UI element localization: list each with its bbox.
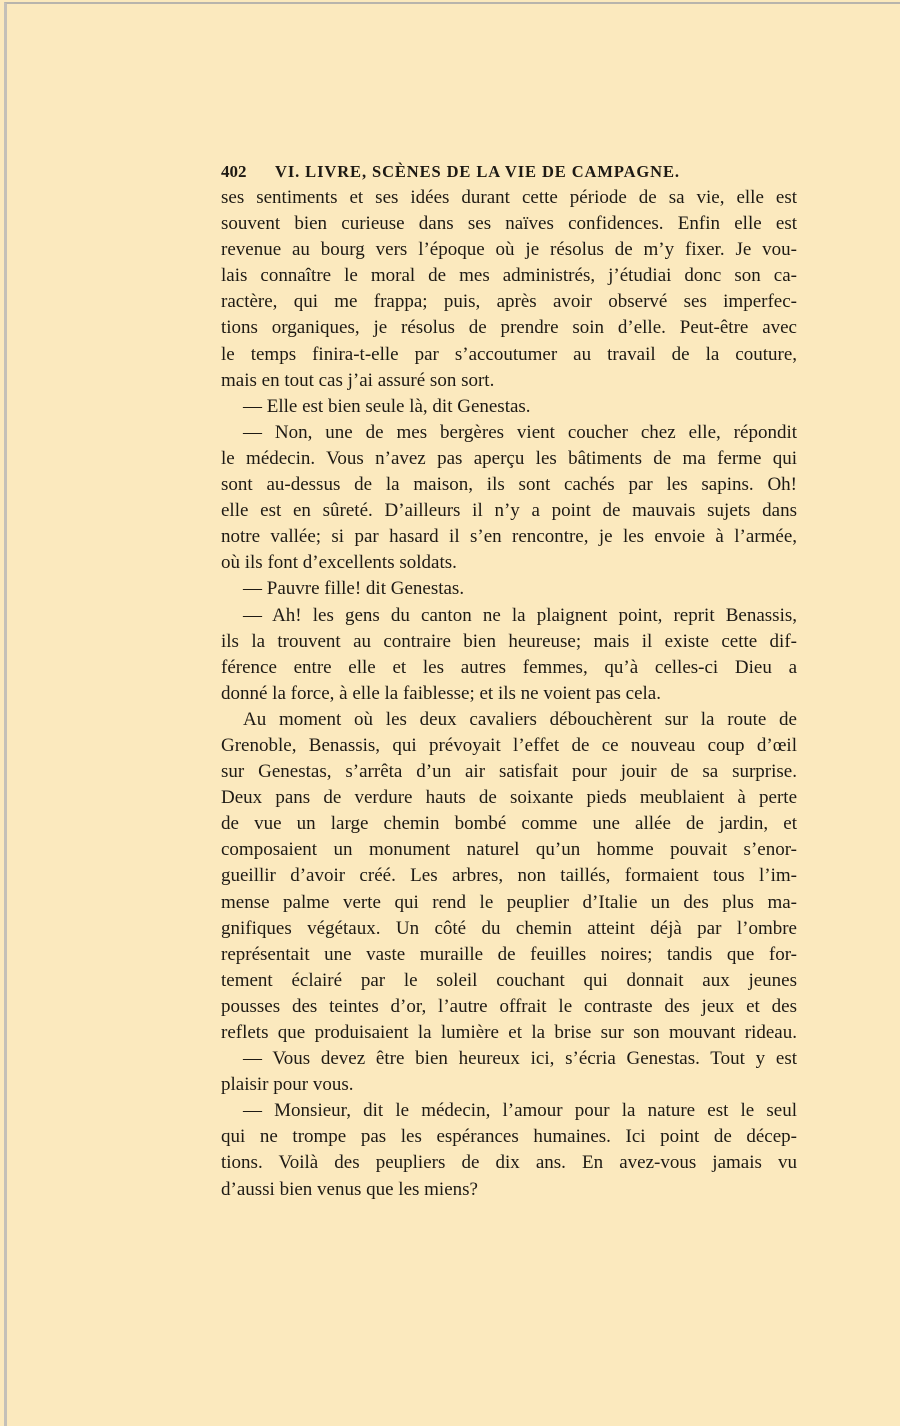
text-line: Deux pans de verdure hauts de soixante pieds meublaient à perte: [221, 787, 797, 809]
text-line: souvent bien curieuse dans ses naïves confidences. Enfin elle est: [221, 213, 797, 235]
text-line: mais en tout cas j’ai assuré son sort.: [221, 369, 495, 391]
text-line: notre vallée; si par hasard il s’en rencontre, je les envoie à l’armée,: [221, 526, 797, 548]
text-line: — Pauvre fille! dit Genestas.: [243, 578, 465, 600]
text-line: donné la force, à elle la faiblesse; et ils ne voient pas cela.: [221, 682, 661, 704]
text-line: le temps finira-t-elle par s’accoutumer au travail de la couture,: [221, 343, 797, 365]
text-line: — Non, une de mes bergères vient coucher chez elle, répondit: [243, 421, 797, 443]
text-line: de vue un large chemin bombé comme une allée de jardin, et: [221, 813, 797, 835]
book-page: [4, 2, 900, 1426]
body-text: [221, 185, 797, 1203]
text-line: elle est en sûreté. D’ailleurs il n’y a point de mauvais sujets dans: [221, 500, 797, 522]
text-line: composaient un monument naturel qu’un homme pouvait s’enor-: [221, 839, 797, 861]
text-line: Grenoble, Benassis, qui prévoyait l’effet de ce nouveau coup d’œil: [221, 734, 797, 756]
text-line: — Elle est bien seule là, dit Genestas.: [243, 395, 531, 417]
text-line: d’aussi bien venus que les miens?: [221, 1178, 478, 1200]
running-title: VI. LIVRE, SCÈNES DE LA VIE DE CAMPAGNE.: [275, 162, 680, 181]
text-line: férence entre elle et les autres femmes, qu’à celles-ci Dieu a: [221, 656, 797, 678]
text-line: ses sentiments et ses idées durant cette période de sa vie, elle est: [221, 187, 797, 208]
text-line: ils la trouvent au contraire bien heureuse; mais il existe cette dif-: [221, 630, 797, 652]
text-line: plaisir pour vous.: [221, 1074, 354, 1096]
text-line: tement éclairé par le soleil couchant qui donnait aux jeunes: [221, 969, 797, 991]
text-line: Au moment où les deux cavaliers débouchèrent sur la route de: [243, 708, 797, 730]
text-line: le médecin. Vous n’avez pas aperçu les bâtiments de ma ferme qui: [221, 447, 797, 469]
text-line: qui ne trompe pas les espérances humaines. Ici point de décep-: [221, 1126, 797, 1148]
text-line: — Ah! les gens du canton ne la plaignent point, reprit Benassis,: [243, 604, 797, 626]
text-line: représentait une vaste muraille de feuilles noires; tandis que for-: [221, 943, 797, 965]
text-line: gueillir d’avoir créé. Les arbres, non taillés, formaient tous l’im-: [221, 865, 797, 887]
text-line: mense palme verte qui rend le peuplier d’Italie un des plus ma-: [221, 891, 797, 913]
text-line: — Vous devez être bien heureux ici, s’écria Genestas. Tout y est: [243, 1048, 797, 1070]
text-line: reflets que produisaient la lumière et la brise sur son mouvant rideau.: [221, 1022, 797, 1043]
text-line: lais connaître le moral de mes administrés, j’étudiai donc son ca-: [221, 265, 797, 287]
text-line: sont au-dessus de la maison, ils sont cachés par les sapins. Oh!: [221, 474, 797, 496]
text-line: sur Genestas, s’arrêta d’un air satisfait pour jouir de sa surprise.: [221, 761, 797, 783]
text-line: tions. Voilà des peupliers de dix ans. En avez-vous jamais vu: [221, 1152, 797, 1174]
text-line: revenue au bourg vers l’époque où je résolus de m’y fixer. Je vou-: [221, 239, 797, 261]
page-number: 402: [221, 162, 247, 181]
running-head: [221, 162, 797, 182]
text-line: ractère, qui me frappa; puis, après avoir observé ses imperfec-: [221, 291, 797, 313]
text-line: pousses des teintes d’or, l’autre offrait le contraste des jeux et des: [221, 995, 797, 1017]
text-line: tions organiques, je résolus de prendre soin d’elle. Peut-être avec: [221, 317, 797, 339]
text-line: gnifiques végétaux. Un côté du chemin atteint déjà par l’ombre: [221, 917, 797, 939]
text-line: où ils font d’excellents soldats.: [221, 552, 457, 574]
text-line: — Monsieur, dit le médecin, l’amour pour la nature est le seul: [243, 1100, 797, 1122]
